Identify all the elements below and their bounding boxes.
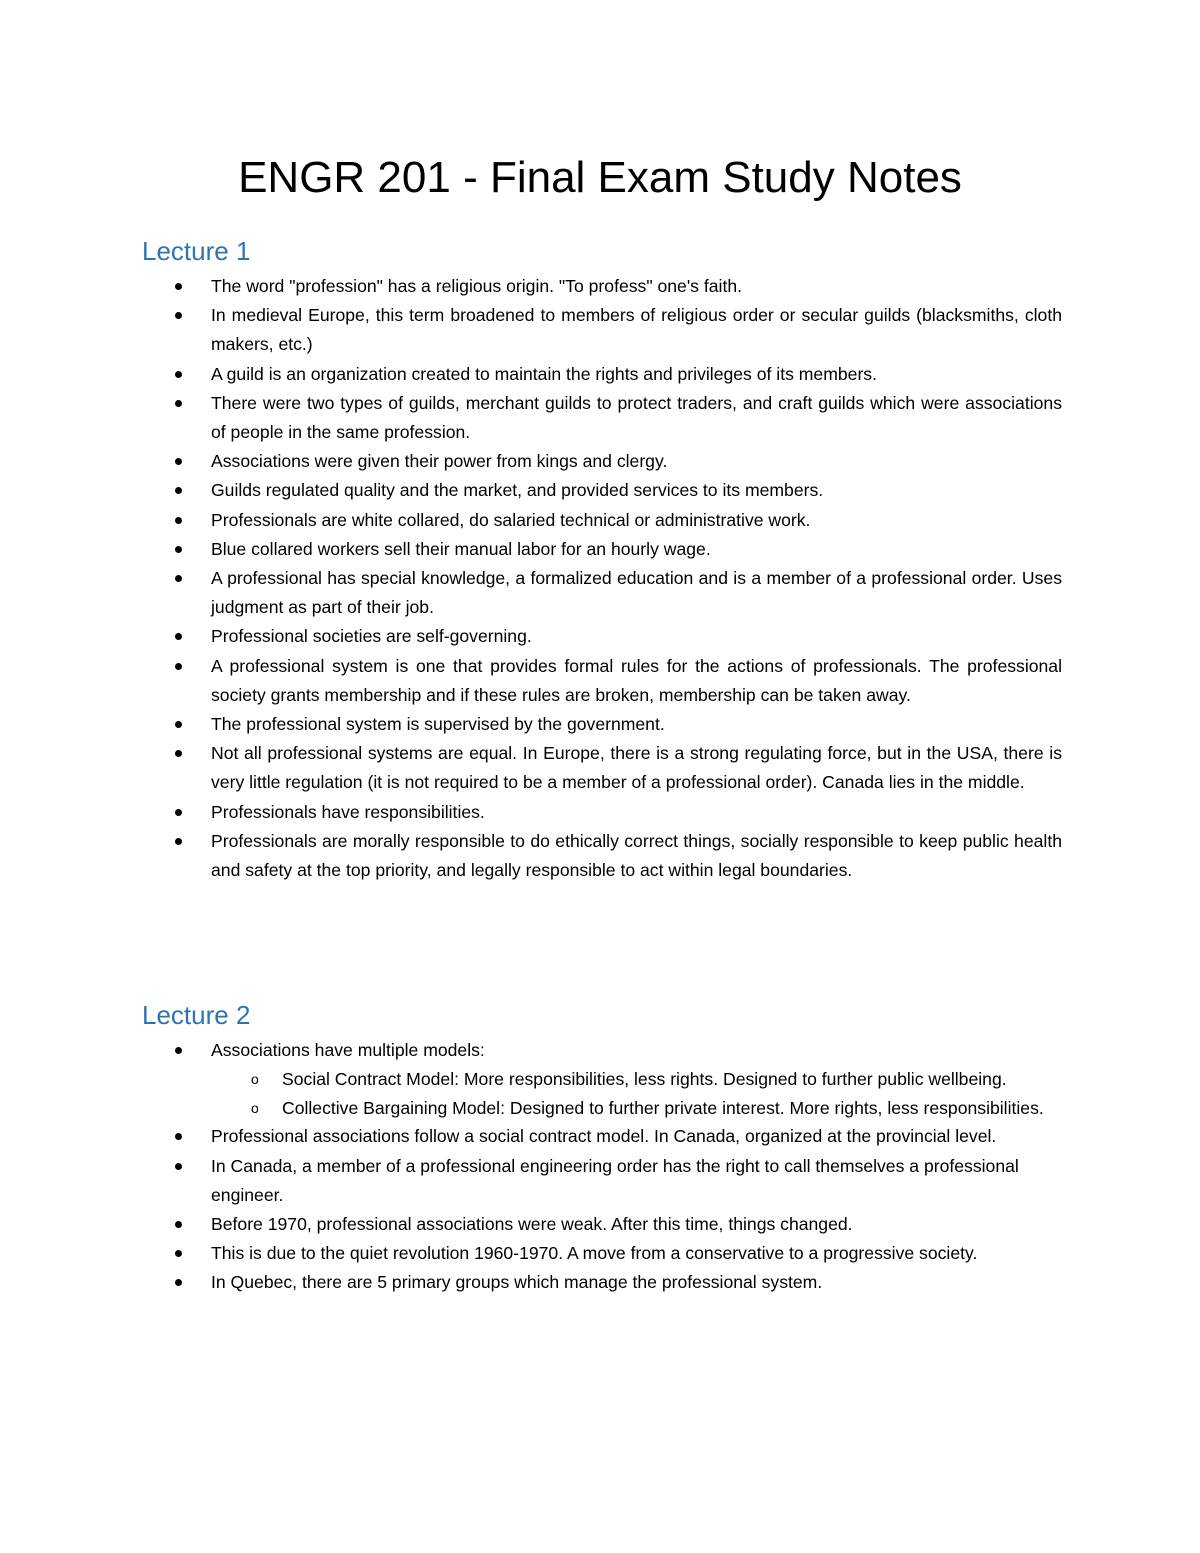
section-heading: Lecture 1 — [142, 236, 251, 266]
list-item — [142, 301, 1062, 359]
list-item — [142, 535, 1062, 564]
bullet-icon — [175, 1163, 182, 1170]
bullet-icon — [175, 283, 182, 290]
bullet-icon — [175, 633, 182, 640]
list-item-text: In medieval Europe, this term broadened to members of religious order or secular guilds (blacksmiths, cloth makers, etc.) — [211, 305, 1062, 355]
bullet-icon — [175, 400, 182, 407]
list-item — [142, 1036, 1062, 1122]
list-item-text: Guilds regulated quality and the market, and provided services to its members. — [211, 480, 824, 501]
bullet-icon — [175, 1279, 182, 1286]
bullet-icon — [175, 1047, 182, 1054]
list-item-text: Before 1970, professional associations were weak. After this time, things changed. — [211, 1214, 853, 1234]
list-item — [142, 360, 1062, 389]
list-item — [142, 1268, 1062, 1297]
list-item — [142, 739, 1062, 797]
list-item-text: Associations have multiple models: — [211, 1040, 485, 1060]
list-item — [142, 1152, 1062, 1210]
bullet-icon — [175, 517, 182, 524]
list-item-text: Blue collared workers sell their manual labor for an hourly wage. — [211, 538, 711, 559]
sub-bullet-list — [211, 1065, 1062, 1122]
bullet-icon — [175, 1250, 182, 1257]
list-item-text: A professional has special knowledge, a formalized education and is a member of a professional order. Uses judgment as part of their job. — [211, 568, 1062, 618]
hollow-bullet-icon: o — [251, 1071, 259, 1088]
list-item — [142, 506, 1062, 535]
list-item-text: This is due to the quiet revolution 1960-1970. A move from a conservative to a progressive society. — [211, 1243, 978, 1264]
list-item-text: The professional system is supervised by the government. — [211, 714, 665, 735]
list-item — [142, 652, 1062, 710]
list-item-text: Associations were given their power from kings and clergy. — [211, 451, 668, 472]
section-lecture-1 — [142, 234, 1062, 885]
list-item — [142, 389, 1062, 447]
sub-list-item — [211, 1094, 1062, 1123]
list-item — [142, 1122, 1062, 1151]
list-item — [142, 476, 1062, 505]
bullet-icon — [175, 546, 182, 553]
list-item-text: In Quebec, there are 5 primary groups which manage the professional system. — [211, 1272, 823, 1293]
list-item-text: A professional system is one that provides formal rules for the actions of professionals. The professional society grants membership and if these rules are broken, membership can be taken away. — [211, 655, 1062, 705]
bullet-icon — [175, 1221, 182, 1228]
sub-list-item — [211, 1065, 1062, 1094]
list-item-text: Not all professional systems are equal. In Europe, there is a strong regulating force, but in the USA, there is very little regulation (it is not required to be a member of a professional order). Canada lies in the middle. — [211, 743, 1062, 793]
bullet-list — [142, 272, 1062, 885]
bullet-icon — [175, 1133, 182, 1140]
sub-list-item-text: Collective Bargaining Model: Designed to further private interest. More rights, less responsibilities. — [282, 1097, 1044, 1118]
list-item — [142, 272, 1062, 301]
section-lecture-2 — [142, 998, 1062, 1298]
bullet-icon — [175, 663, 182, 670]
bullet-icon — [175, 721, 182, 728]
list-item — [142, 1239, 1062, 1268]
bullet-icon — [175, 312, 182, 319]
document-title: ENGR 201 - Final Exam Study Notes — [238, 153, 962, 202]
list-item — [142, 798, 1062, 827]
bullet-list — [142, 1036, 1062, 1298]
list-item — [142, 1210, 1062, 1239]
bullet-icon — [175, 838, 182, 845]
list-item-text: A guild is an organization created to maintain the rights and privileges of its members. — [211, 363, 877, 384]
list-item-text: The word "profession" has a religious origin. "To profess" one's faith. — [211, 276, 743, 296]
bullet-icon — [175, 458, 182, 465]
list-item-text: Professionals are morally responsible to do ethically correct things, socially responsible to keep public health and safety at the top priority, and legally responsible to act within legal boundaries. — [211, 830, 1062, 881]
list-item — [142, 447, 1062, 476]
bullet-icon — [175, 809, 182, 816]
hollow-bullet-icon: o — [251, 1099, 259, 1116]
bullet-icon — [175, 575, 182, 582]
list-item-text: Professionals have responsibilities. — [211, 801, 485, 822]
list-item — [142, 622, 1062, 651]
section-heading: Lecture 2 — [142, 1000, 251, 1030]
bullet-icon — [175, 487, 182, 494]
list-item-text: In Canada, a member of a professional engineering order has the right to call themselves a professional engineer. — [211, 1155, 1019, 1205]
sub-list-item-text: Social Contract Model: More responsibilities, less rights. Designed to further public wellbeing. — [282, 1069, 1007, 1090]
list-item-text: Professionals are white collared, do salaried technical or administrative work. — [211, 509, 811, 530]
list-item-text: Professional associations follow a social contract model. In Canada, organized at the provincial level. — [211, 1126, 997, 1147]
list-item-text: Professional societies are self-governing. — [211, 626, 532, 647]
list-item — [142, 710, 1062, 739]
list-item — [142, 827, 1062, 885]
bullet-icon — [175, 371, 182, 378]
list-item-text: There were two types of guilds, merchant guilds to protect traders, and craft guilds which were associations of people in the same profession. — [211, 392, 1062, 443]
list-item — [142, 564, 1062, 622]
bullet-icon — [175, 750, 182, 757]
